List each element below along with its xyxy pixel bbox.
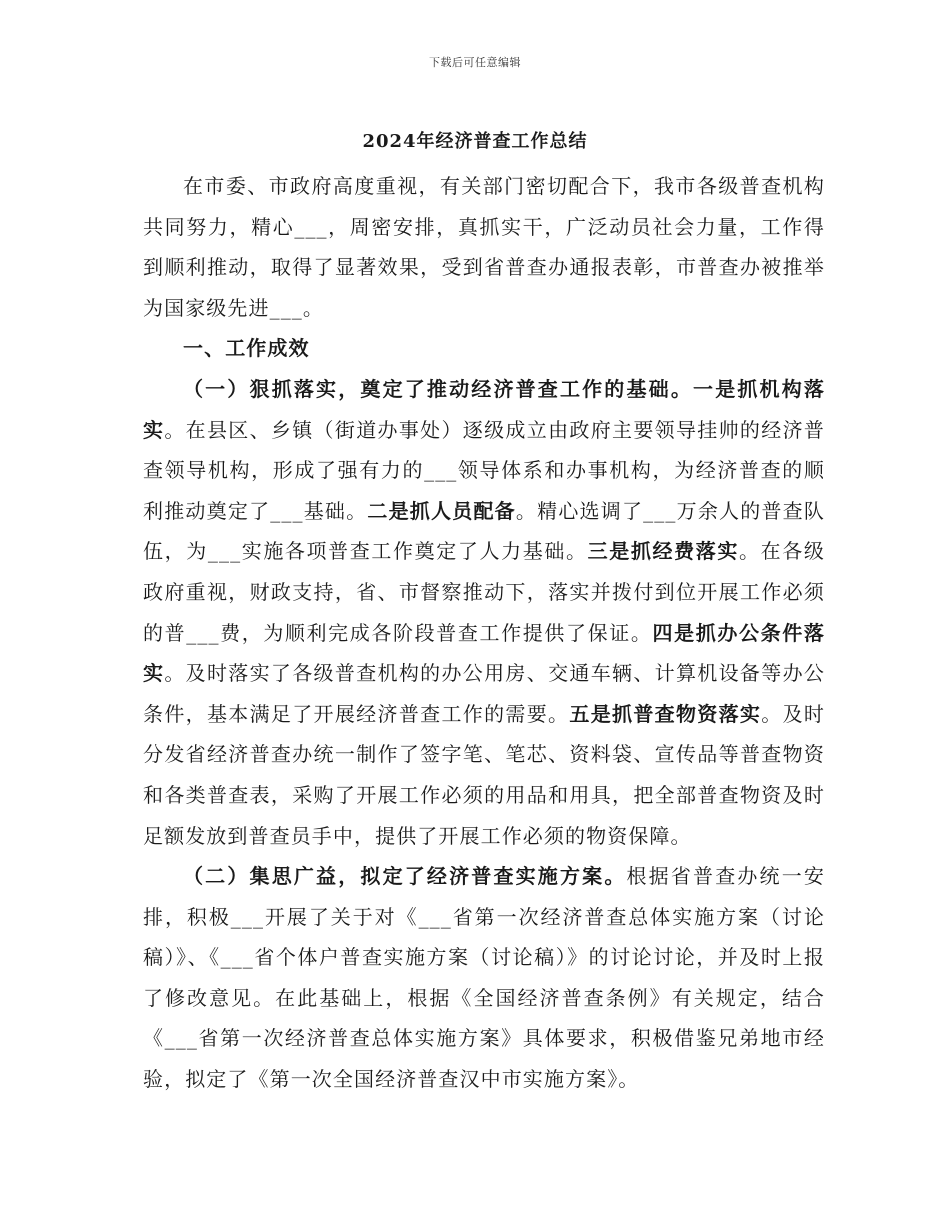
subsection-heading-1: （一）狠抓落实，奠定了推动经济普查工作的基础。	[183, 376, 694, 401]
document-body	[143, 166, 825, 1100]
text-office: 。及时落实了各级普查机构的办公用房、交通车辆、计算机设备等办公条件，基本满足了开展经济普查工作的需要。	[143, 661, 825, 726]
text-materials: 。及时分发省经济普查办统一制作了签字笔、笔芯、资料袋、宣传品等普查物资和各类普查表，采购了开展工作必须的用品和用具，把全部普查物资及时足额发放到普查员手中，提供了开展工作必须的物资保障。	[143, 701, 825, 848]
keyword-materials: 五是抓普查物资落实	[569, 701, 762, 726]
keyword-org: 一是抓机构落实	[143, 376, 825, 442]
intro-paragraph: 在市委、市政府高度重视，有关部门密切配合下，我市各级普查机构共同努力，精心___，周密安排，真抓实干，广泛动员社会力量，工作得到顺利推动，取得了显著效果，受到省普查办通报表彰，市普查办被推举为国家级先进___。	[143, 174, 825, 320]
paragraph-plan	[143, 856, 825, 1100]
text-funding: 。在各级政府重视，财政支持，省、市督察推动下，落实并拨付到位开展工作必须的普___费，为顺利完成各阶段普查工作提供了保证。	[143, 539, 826, 645]
section-heading-work-results: 一、工作成效	[183, 336, 310, 361]
paragraph-implementation	[143, 369, 825, 856]
text-staff: 。精心选调了___万余人的普查队伍，为___实施各项普查工作奠定了人力基础。	[143, 498, 826, 564]
keyword-office: 四是抓办公条件落实	[143, 620, 825, 686]
text-plan: 根据省普查办统一安排，积极___开展了关于对《___省第一次经济普查总体实施方案（讨论稿）》、《___省个体户普查实施方案（讨论稿）》的讨论讨论，并及时上报了修改意见。在此基础上，根据《全国经济普查条例》有关规定，结合《___省第一次经济普查总体实施方案》具体要求，积极借鉴兄弟地市经验，拟定了《第一次全国经济普查汉中市实施方案》。	[143, 864, 825, 1092]
text-org: 。在县区、乡镇（街道办事处）逐级成立由政府主要领导挂帅的经济普查领导机构，形成了强有力的___领导体系和办事机构，为经济普查的顺利推动奠定了___基础。	[143, 417, 825, 523]
page-header-note: 下载后可任意编辑	[429, 56, 521, 69]
keyword-staff: 二是抓人员配备	[367, 498, 516, 523]
subsection-heading-2: （二）集思广益，拟定了经济普查实施方案。	[183, 864, 627, 889]
document-title: 2024年经济普查工作总结	[362, 131, 588, 152]
keyword-funding: 三是抓经费落实	[587, 539, 740, 564]
